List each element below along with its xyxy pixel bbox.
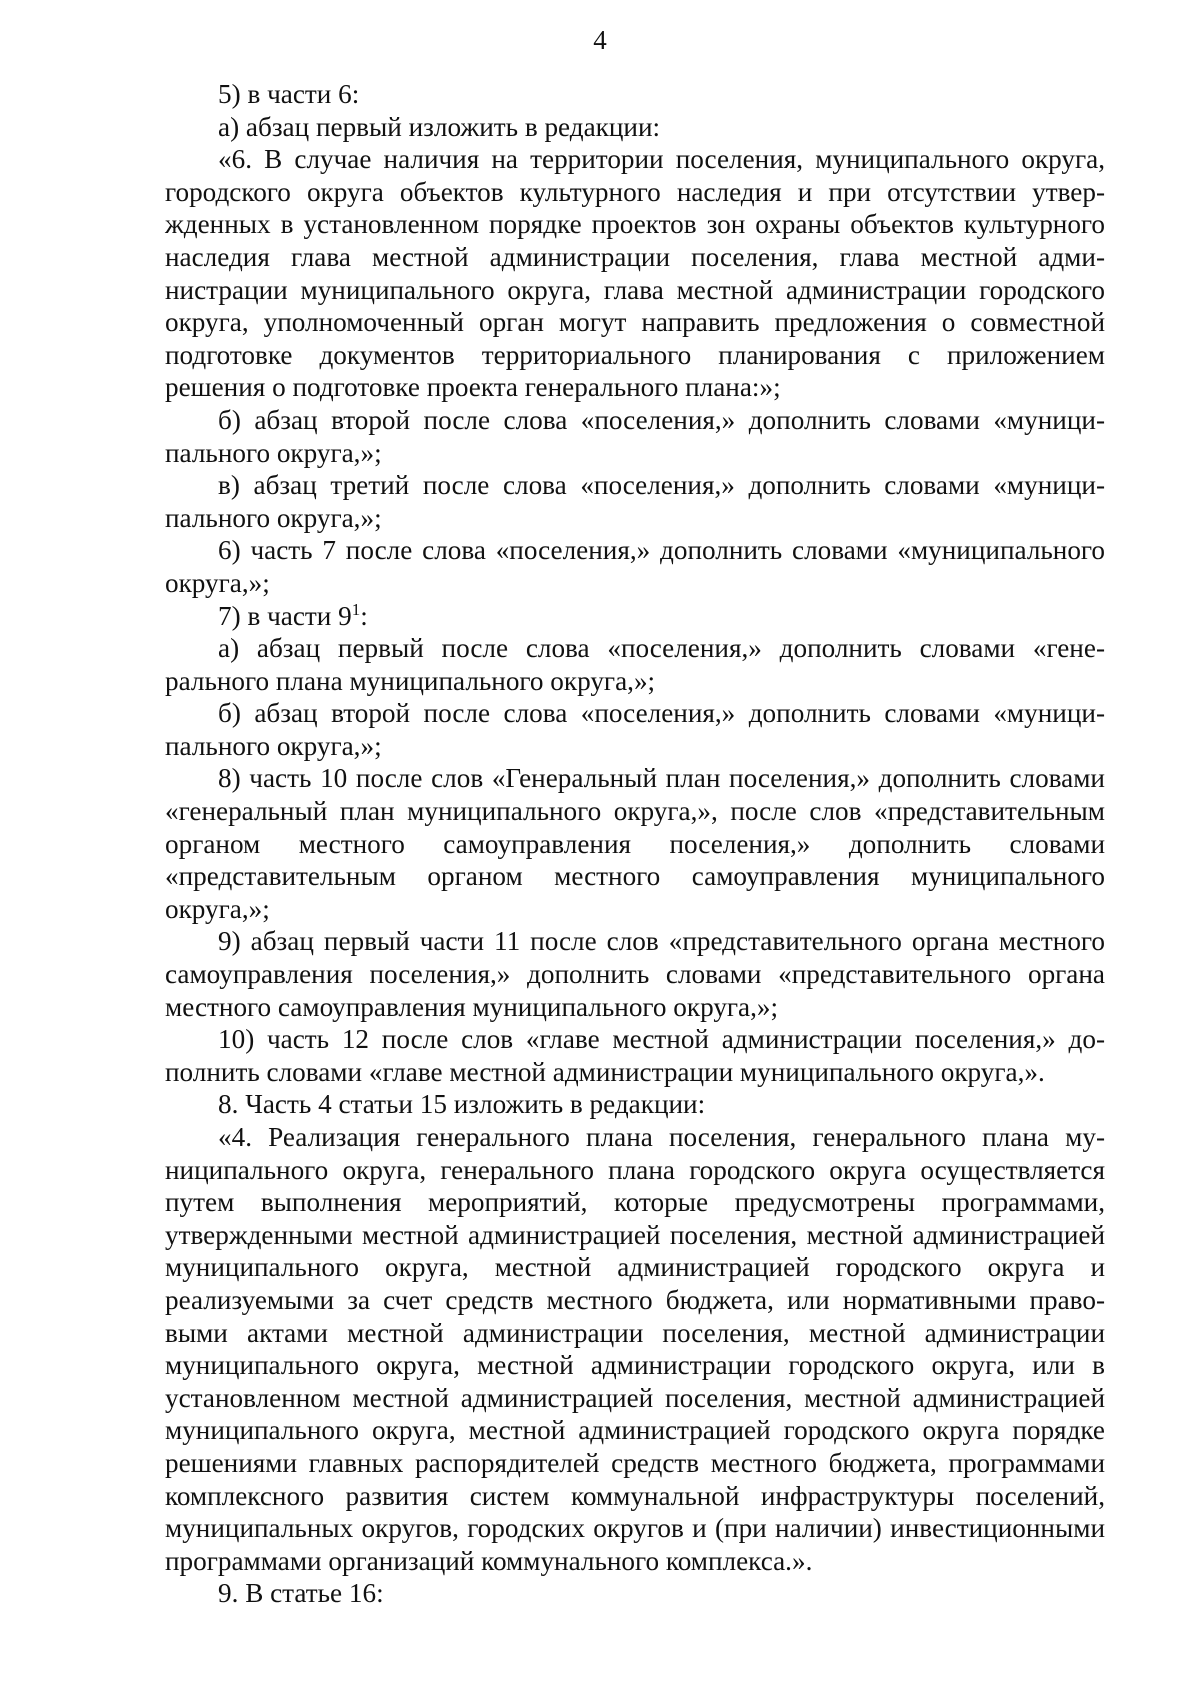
paragraph-item-9: 9) абзац первый части 11 после слов «представительного органа местного самоуправления поселения,» дополнить словами «представительного органа местного самоуправления муниципального округа,»; bbox=[165, 926, 1105, 1022]
paragraph-section-9: 9. В статье 16: bbox=[218, 1578, 384, 1609]
paragraph-item-8: 8) часть 10 после слов «Генеральный план поселения,» дополнить словами «генеральный план муниципального округа,», после слов «представительным органом местного самоуправления поселения,» дополнить словами «представительным органом местного самоуправления муниципального округа,»; bbox=[165, 763, 1105, 924]
item-7-superscript: 1 bbox=[351, 599, 361, 619]
page-number: 4 bbox=[593, 25, 607, 55]
paragraph-item-7a: а) абзац первый после слова «поселения,» дополнить словами «генерального плана муниципального округа,»; bbox=[165, 633, 1105, 696]
paragraph-item-5v: в) абзац третий после слова «поселения,» дополнить словами «муниципального округа,»; bbox=[165, 470, 1105, 533]
document-body bbox=[165, 78, 1105, 1610]
paragraph-section-8: 8. Часть 4 статьи 15 изложить в редакции: bbox=[218, 1089, 706, 1120]
item-7-prefix: 7) в части 9 bbox=[218, 600, 352, 631]
paragraph-item-7b: б) абзац второй после слова «поселения,» дополнить словами «муниципального округа,»; bbox=[165, 698, 1105, 761]
paragraph-item-6: 6) часть 7 после слова «поселения,» дополнить словами «муниципального округа,»; bbox=[165, 535, 1105, 598]
item-7-suffix: : bbox=[360, 600, 368, 631]
paragraph-item-10: 10) часть 12 после слов «главе местной администрации поселения,» дополнить словами «главе местной администрации муниципального округа,». bbox=[165, 1024, 1105, 1087]
paragraph-item-5: 5) в части 6: bbox=[218, 79, 360, 109]
paragraph-item-5b: б) абзац второй после слова «поселения,» дополнить словами «муниципального округа,»; bbox=[165, 404, 1105, 468]
paragraph-item-7 bbox=[165, 600, 1105, 633]
paragraph-quote-6: «6. В случае наличия на территории поселения, муниципального округа, городского округа объектов культурного наследия и при отсутствии утвержденных в установленном порядке проектов зон охраны объектов культурного наследия глава местной администрации поселения, глава местной администрации муниципального округа, глава местной администрации городского округа, уполномоченный орган могут направить предложения о совместной подготовке документов территориального планирования с приложением решения о подготовке проекта генерального плана:»; bbox=[165, 144, 1105, 403]
paragraph-quote-4: «4. Реализация генерального плана поселения, генерального плана муниципального округа, генерального плана городского округа осуществляется путем выполнения мероприятий, которые предусмотрены программами, утвержденными местной администрацией поселения, местной администрацией муниципального округа, местной администрацией городского округа и реализуемыми за счет средств местного бюджета, или нормативными правовыми актами местной администрации поселения, местной администрации муниципального округа, местной администрации городского округа, или в установленном местной администрацией поселения, местной администрацией муниципального округа, местной администрацией городского округа порядке решениями главных распорядителей средств местного бюджета, программами комплексного развития систем коммунальной инфраструктуры поселений, муниципальных округов, городских округов и (при наличии) инвестиционными программами организаций коммунального комплекса.». bbox=[165, 1122, 1105, 1576]
paragraph-item-5a: а) абзац первый изложить в редакции: bbox=[218, 111, 661, 142]
